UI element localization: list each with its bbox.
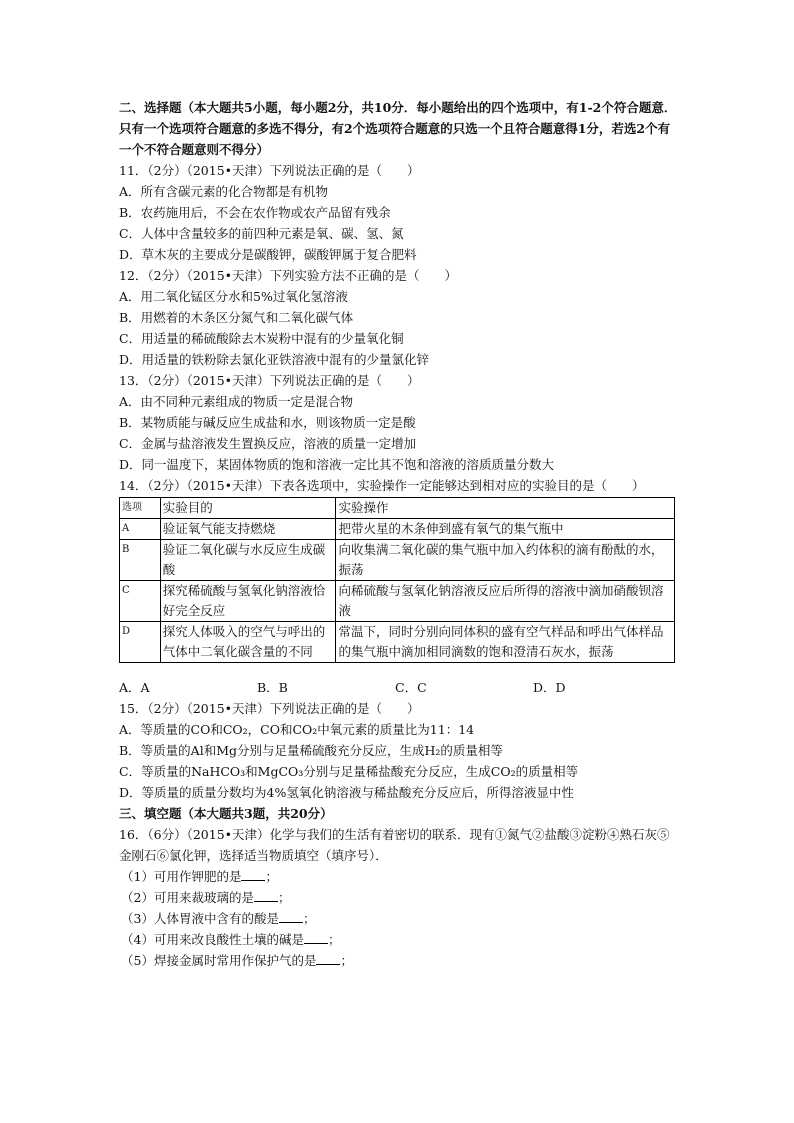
cell-option: C [120, 581, 161, 622]
answer-c: C．C [395, 680, 427, 695]
fill-item [119, 866, 679, 887]
option-c: C．等质量的NaHCO₃和MgCO₃分别与足量稀盐酸充分反应，生成CO₂的质量相等 [119, 764, 579, 779]
fill-item [119, 950, 679, 971]
cell-operation: 向收集满二氧化碳的集气瓶中加入约体积的滴有酚酞的水，振荡 [336, 540, 675, 581]
option-b: B．某物质能与碱反应生成盐和水，则该物质一定是酸 [119, 415, 416, 430]
option-b: B．农药施用后，不会在农作物或农产品留有残余 [119, 205, 391, 220]
option-c: C．用适量的稀硫酸除去木炭粉中混有的少量氧化铜 [119, 331, 404, 346]
cell-operation: 向稀硫酸与氢氧化钠溶液反应后所得的溶液中滴加硝酸钡溶液 [336, 581, 675, 622]
question-15 [119, 698, 679, 803]
option-d: D．用适量的铁粉除去氯化亚铁溶液中混有的少量氯化锌 [119, 352, 430, 367]
cell-goal: 验证二氧化碳与水反应生成碳酸 [160, 540, 336, 581]
fill-item [119, 929, 679, 950]
option-a: A．由不同种元素组成的物质一定是混合物 [119, 394, 354, 409]
question-stem: 12．（2分）（2015•天津）下列实验方法不正确的是（ ） [119, 268, 458, 283]
option-c: C．人体中含量较多的前四种元素是氧、碳、氢、氮 [119, 226, 404, 241]
fill-item-end: ； [302, 911, 316, 926]
question-11 [119, 160, 679, 265]
answer-blank[interactable] [279, 910, 303, 923]
cell-goal: 探究稀硫酸与氢氧化钠溶液恰好完全反应 [160, 581, 336, 622]
question-stem: 11．（2分）（2015•天津）下列说法正确的是（ ） [119, 163, 420, 178]
table-row [120, 519, 675, 540]
question-16 [119, 824, 679, 971]
option-b: B．用燃着的木条区分氮气和二氧化碳气体 [119, 310, 354, 325]
fill-item-text: （5）焊接金属时常用作保护气的是 [121, 953, 317, 968]
option-d: D．草木灰的主要成分是碳酸钾，碳酸钾属于复合肥料 [119, 247, 417, 262]
fill-item-end: ； [265, 869, 278, 884]
section-2-title: 二、选择题（本大题共5小题，每小题2分，共10分．每小题给出的四个选项中，有1-2个符合题意．只有一个选项符合题意的多选不得分，有2个选项符合题意的只选一个且符合题意得1分，若选2个有一个不符合题意则不得分） [119, 100, 677, 157]
question-stem: 14．（2分）（2015•天津）下表各选项中，实验操作一定能够达到相对应的实验目的是（ ） [119, 478, 645, 493]
fill-item-text: （2）可用来裁玻璃的是 [121, 890, 254, 905]
answer-a: A．A [119, 680, 150, 695]
cell-option: A [120, 519, 161, 540]
fill-item-text: （4）可用来改良酸性土壤的碱是 [121, 932, 304, 947]
answer-blank[interactable] [316, 952, 340, 965]
cell-option: D [120, 622, 161, 663]
table-row [120, 622, 675, 663]
option-c: C．金属与盐溶液发生置换反应，溶液的质量一定增加 [119, 436, 417, 451]
cell-option: B [120, 540, 161, 581]
table-header-row [120, 498, 675, 519]
option-a: A．用二氧化锰区分水和5%过氧化氢溶液 [119, 289, 348, 304]
fill-item-end: ； [340, 953, 353, 968]
fill-item-text: （1）可用作钾肥的是 [121, 869, 242, 884]
answer-d: D．D [533, 680, 566, 695]
option-a: A．等质量的CO和CO₂，CO和CO₂中氧元素的质量比为11：14 [119, 722, 475, 737]
question-stem: 15．（2分）（2015•天津）下列说法正确的是（ ） [119, 701, 420, 716]
question-12 [119, 265, 679, 370]
cell-goal: 探究人体吸入的空气与呼出的气体中二氧化碳含量的不同 [160, 622, 336, 663]
option-d: D．等质量的质量分数均为4%氢氧化钠溶液与稀盐酸充分反应后，所得溶液显中性 [119, 785, 574, 800]
answer-blank[interactable] [241, 868, 265, 881]
question-stem: 13．（2分）（2015•天津）下列说法正确的是（ ） [119, 373, 420, 388]
answer-blank[interactable] [254, 889, 278, 902]
section-3-title: 三、填空题（本大题共3题，共20分） [119, 806, 333, 821]
answer-blank[interactable] [304, 931, 328, 944]
option-d: D．同一温度下，某固体物质的饱和溶液一定比其不饱和溶液的溶质质量分数大 [119, 457, 555, 472]
fill-item [119, 887, 679, 908]
cell-operation: 把带火星的木条伸到盛有氧气的集气瓶中 [336, 519, 675, 540]
fill-item-text: （3）人体胃液中含有的酸是 [121, 911, 279, 926]
cell-operation: 常温下，同时分别向同体积的盛有空气样品和呼出气体样品的集气瓶中滴加相同滴数的饱和澄清石灰水，振荡 [336, 622, 675, 663]
cell-goal: 验证氧气能支持燃烧 [160, 519, 336, 540]
header-operation: 实验操作 [336, 498, 675, 519]
option-a: A．所有含碳元素的化合物都是有机物 [119, 184, 329, 199]
answer-b: B．B [257, 680, 288, 695]
option-b: B．等质量的Al和Mg分别与足量稀硫酸充分反应，生成H₂的质量相等 [119, 743, 503, 758]
header-option: 选项 [120, 498, 161, 519]
table-row [120, 540, 675, 581]
experiment-table [119, 497, 675, 663]
question-14 [119, 475, 679, 698]
fill-item [119, 908, 679, 929]
fill-item-end: ； [277, 890, 291, 905]
question-stem: 16．（6分）（2015•天津）化学与我们的生活有着密切的联系．现有①氮气②盐酸③淀粉④熟石灰⑤金刚石⑥氯化钾，选择适当物质填空（填序号）． [119, 827, 670, 863]
table-row [120, 581, 675, 622]
answer-choices [119, 677, 679, 698]
exam-page [119, 97, 679, 971]
header-goal: 实验目的 [160, 498, 336, 519]
question-13 [119, 370, 679, 475]
fill-item-end: ； [327, 932, 341, 947]
